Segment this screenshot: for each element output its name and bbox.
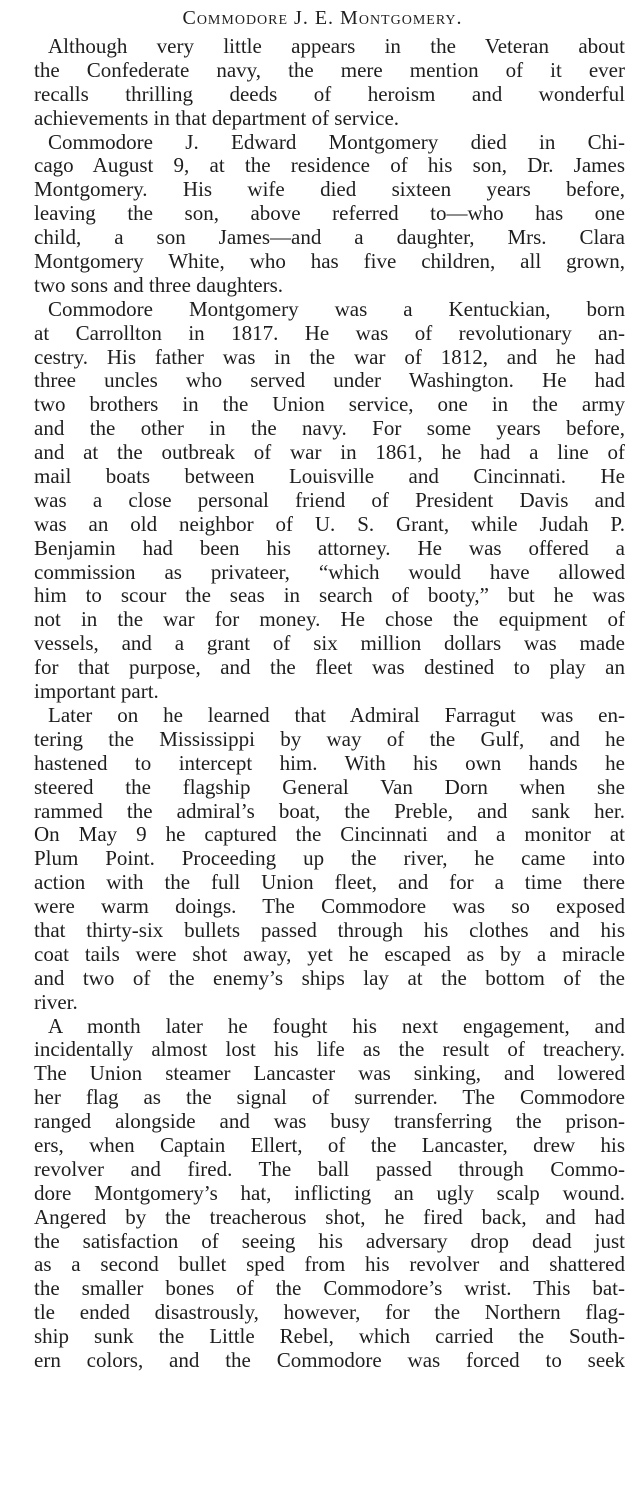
text-line: Montgomery White, who has five children, all grown,: [34, 250, 625, 274]
text-line: important part.: [34, 680, 159, 704]
text-line: ern colors, and the Commodore was forced to seek: [34, 1348, 625, 1372]
text-line: child, a son James—and a daughter, Mrs. Clara: [34, 226, 625, 250]
text-line: coat tails were shot away, yet he escaped as by a miracle: [34, 942, 625, 966]
text-line: Although very little appears in the Veteran about: [48, 35, 625, 58]
text-line: recalls thrilling deeds of heroism and wonderful: [34, 82, 625, 106]
text-line: was a close personal friend of President Davis and: [34, 488, 625, 512]
text-line: cestry. His father was in the war of 1812, and he had: [34, 345, 625, 369]
text-line: the smaller bones of the Commodore’s wrist. This bat-: [34, 1277, 625, 1301]
text-line: the Confederate navy, the mere mention of it ever: [34, 58, 625, 82]
text-line: Benjamin had been his attorney. He was offered a: [34, 536, 625, 560]
text-line: ers, when Captain Ellert, of the Lancaster, drew his: [34, 1133, 625, 1157]
text-line: two sons and three daughters.: [34, 273, 284, 297]
text-line: was an old neighbor of U. S. Grant, while Judah P.: [34, 512, 625, 536]
text-line: leaving the son, above referred to—who has one: [34, 202, 625, 226]
article-paragraph: [20, 298, 625, 704]
text-line: Commodore J. Edward Montgomery died in Chi-: [48, 130, 625, 154]
text-line: tering the Mississippi by way of the Gulf, and he: [34, 727, 625, 751]
text-line: vessels, and a grant of six million dollars was made: [34, 632, 625, 656]
text-line: Angered by the treacherous shot, he fired back, and had: [34, 1205, 625, 1229]
text-line: and the other in the navy. For some years before,: [34, 417, 625, 441]
article-paragraph: [20, 131, 625, 298]
text-line: incidentally almost lost his life as the result of treachery.: [34, 1038, 625, 1062]
text-line: Commodore Montgomery was a Kentuckian, born: [48, 297, 625, 321]
text-line: achievements in that department of service.: [34, 106, 400, 130]
text-line: three uncles who served under Washington. He had: [34, 369, 625, 393]
text-line: ship sunk the Little Rebel, which carried the South-: [34, 1325, 625, 1349]
text-line: commission as privateer, “which would have allowed: [34, 560, 625, 584]
text-line: her flag as the signal of surrender. The Commodore: [34, 1086, 625, 1110]
text-line: him to scour the seas in search of booty,” but he was: [34, 584, 625, 608]
article-body: [20, 35, 625, 1373]
text-line: and at the outbreak of war in 1861, he had a line of: [34, 441, 625, 465]
text-line: dore Montgomery’s hat, inflicting an ugly scalp wound.: [34, 1181, 625, 1205]
document-page: [20, 6, 625, 1373]
text-line: rammed the admiral’s boat, the Preble, and sank her.: [34, 799, 625, 823]
text-line: Montgomery. His wife died sixteen years before,: [34, 178, 625, 202]
text-line: tle ended disastrously, however, for the Northern flag-: [34, 1301, 625, 1325]
text-line: at Carrollton in 1817. He was of revolutionary an-: [34, 321, 625, 345]
text-line: were warm doings. The Commodore was so exposed: [34, 895, 625, 919]
text-line: Plum Point. Proceeding up the river, he came into: [34, 847, 625, 871]
text-line: the satisfaction of seeing his adversary drop dead just: [34, 1229, 625, 1253]
text-line: A month later he fought his next engagement, and: [48, 1014, 625, 1038]
text-line: hastened to intercept him. With his own hands he: [34, 751, 625, 775]
text-line: cago August 9, at the residence of his son, Dr. James: [34, 154, 625, 178]
article-title: Commodore J. E. Montgomery.: [182, 7, 463, 29]
article-paragraph: [20, 704, 625, 1015]
text-line: two brothers in the Union service, one in the army: [34, 393, 625, 417]
text-line: Later on he learned that Admiral Farragut was en-: [48, 703, 625, 727]
article-paragraph: [20, 35, 625, 131]
text-line: revolver and fired. The ball passed through Commo-: [34, 1157, 625, 1181]
text-line: not in the war for money. He chose the equipment of: [34, 608, 625, 632]
text-line: action with the full Union fleet, and for a time there: [34, 871, 625, 895]
text-line: river.: [34, 990, 78, 1014]
text-line: On May 9 he captured the Cincinnati and a monitor at: [34, 823, 625, 847]
text-line: mail boats between Louisville and Cincinnati. He: [34, 465, 625, 489]
text-line: as a second bullet sped from his revolver and shattered: [34, 1253, 625, 1277]
article-paragraph: [20, 1015, 625, 1373]
text-line: The Union steamer Lancaster was sinking, and lowered: [34, 1062, 625, 1086]
text-line: and two of the enemy’s ships lay at the bottom of the: [34, 966, 625, 990]
text-line: for that purpose, and the fleet was destined to play an: [34, 656, 625, 680]
text-line: ranged alongside and was busy transferring the prison-: [34, 1110, 625, 1134]
text-line: steered the flagship General Van Dorn when she: [34, 775, 625, 799]
text-line: that thirty-six bullets passed through his clothes and his: [34, 918, 625, 942]
